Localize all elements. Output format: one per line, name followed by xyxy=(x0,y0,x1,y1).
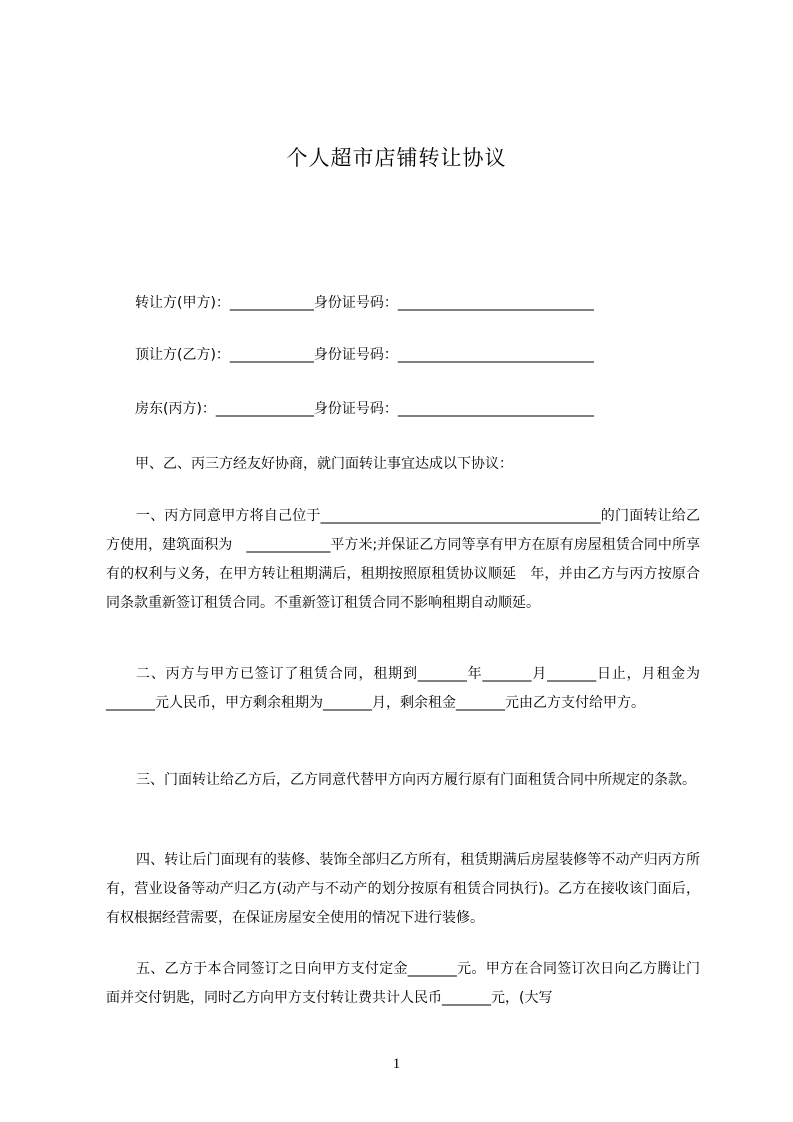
clause-4: 四、转让后门面现有的装修、装饰全部归乙方所有，租赁期满后房屋装修等不动产归丙方所有，营业设备等动产归乙方(动产与不动产的划分按原有租赁合同执行)。乙方在接收该门面后，有权根据经营需要，在保证房屋安全使用的情况下进行装修。 xyxy=(106,852,700,926)
party-b-line: 顶让方(乙方)：____________身份证号码：____________________________ xyxy=(135,347,594,363)
clause-1: 一、丙方同意甲方将自己位于________________________________________的门面转让给乙方使用，建筑面积为 ____________平方米;并保证乙方同等享有甲方在原有房屋租赁合同中所享有的权利与义务，在甲方转让租期满后，租期按照原租赁协议顺延 年，并由乙方与丙方按原合同条款重新签订租赁合同。不重新签订租赁合同不影响租期自动顺延。 xyxy=(106,508,700,611)
party-c-line: 房东(丙方)：______________身份证号码：____________________________ xyxy=(135,401,594,417)
party-a-line: 转让方(甲方)：____________身份证号码：____________________________ xyxy=(135,295,594,311)
intro-text: 甲、乙、丙三方经友好协商，就门面转让事宜达成以下协议： xyxy=(135,456,513,472)
clause-5: 五、乙方于本合同签订之日向甲方支付定金_______元。甲方在合同签订次日向乙方腾让门面并交付钥匙，同时乙方向甲方支付转让费共计人民币_______元，(大写 xyxy=(106,961,700,1006)
page-number: 1 xyxy=(392,1056,401,1072)
clause-2: 二、丙方与甲方已签订了租赁合同，租期到_______年_______月_______日止，月租金为_______元人民币，甲方剩余租期为_______月，剩余租金_______元由乙方支付给甲方。 xyxy=(106,666,700,711)
clause-3: 三、门面转让给乙方后，乙方同意代替甲方向丙方履行原有门面租赁合同中所规定的条款。 xyxy=(136,772,696,788)
document-title: 个人超市店铺转让协议 xyxy=(286,146,507,170)
